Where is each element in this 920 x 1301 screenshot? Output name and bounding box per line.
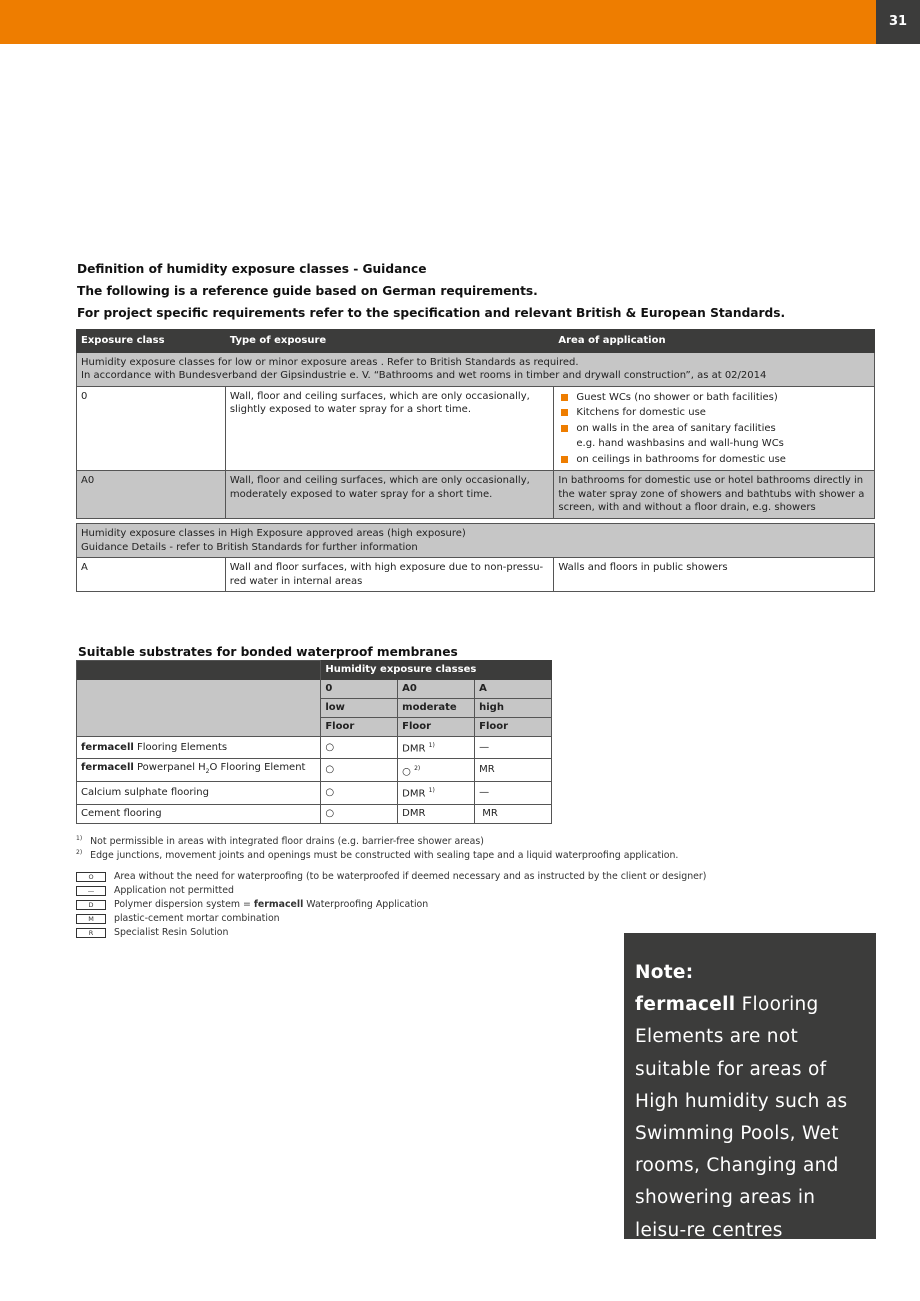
list-item: Kitchens for domestic use xyxy=(558,405,870,421)
value-text: DMR xyxy=(402,743,426,755)
section-low-line1: Humidity exposure classes for low or minor exposure areas . Refer to British Standards as required. xyxy=(81,356,579,368)
section-high-exposure-cell xyxy=(77,524,875,558)
value-cell xyxy=(398,737,475,759)
value-cell xyxy=(398,782,475,804)
list-item: on ceilings in bathrooms for domestic use xyxy=(558,452,870,468)
note-title: Note: xyxy=(635,962,694,983)
legend-text: Polymer dispersion system = xyxy=(114,899,254,910)
value-cell: ○ xyxy=(321,804,398,823)
humidity-classes-header: Humidity exposure classes xyxy=(321,661,552,680)
note-text: Flooring Elements are not suitable for areas of High humidity such as Swimming Pools, Wet rooms, Changing and showering areas in leisu-re centres xyxy=(635,994,848,1241)
value-cell: — xyxy=(475,737,552,759)
substrates-table xyxy=(76,660,552,824)
subscript: 2 xyxy=(205,768,210,776)
legend-text: Specialist Resin Solution xyxy=(114,927,229,938)
class-cell: A0 xyxy=(77,471,226,519)
legend-symbol: D xyxy=(76,900,106,910)
header-type-of-exposure: Type of exposure xyxy=(225,330,554,353)
value-cell: — xyxy=(475,782,552,804)
heading-project: For project specific requirements refer to the specification and relevant British & European Standards. xyxy=(77,306,786,320)
section-low-exposure-cell xyxy=(77,352,875,386)
footnote-ref: 1) xyxy=(428,787,435,795)
value-cell: MR xyxy=(475,759,552,782)
table-row xyxy=(77,804,552,823)
value-text: ○ xyxy=(402,765,411,777)
section-low-exposure xyxy=(77,352,875,386)
area-list xyxy=(558,390,870,468)
legend-text: Application not permitted xyxy=(114,885,234,896)
value-cell: ○ xyxy=(321,759,398,782)
list-item: on walls in the area of sanitary facilities xyxy=(558,421,870,437)
type-cell: Wall, floor and ceiling surfaces, which are only occasionally, slightly exposed to water spray for a short time. xyxy=(225,386,554,471)
substrate-name xyxy=(77,759,321,782)
table-row xyxy=(77,759,552,782)
section-high-line1: Humidity exposure classes in High Exposure approved areas (high exposure) xyxy=(81,528,466,539)
table-row xyxy=(77,471,875,519)
class-cell: 0 xyxy=(77,386,226,471)
class-cell: A xyxy=(77,558,226,592)
legend-item xyxy=(76,912,280,925)
exposure-class-table xyxy=(76,329,875,519)
list-item: Guest WCs (no shower or bath facilities) xyxy=(558,390,870,406)
heading-definition: Definition of humidity exposure classes - Guidance xyxy=(77,262,427,276)
substrate-label: Flooring Elements xyxy=(133,741,228,753)
footnote-mark: 2) xyxy=(76,849,83,856)
header-exposure-class: Exposure class xyxy=(77,330,226,353)
brand-name: fermacell xyxy=(81,762,134,774)
legend-item xyxy=(76,898,428,911)
brand-name: fermacell xyxy=(253,899,304,910)
footnote-text: Not permissible in areas with integrated floor drains (e.g. barrier-free shower areas) xyxy=(90,836,484,848)
legend-item xyxy=(76,870,706,883)
class-header: A0 xyxy=(398,680,475,699)
table-row xyxy=(77,558,875,592)
heading-reference: The following is a reference guide based on German requirements. xyxy=(77,284,538,298)
substrate-name: Calcium sulphate flooring xyxy=(77,782,321,804)
note-box xyxy=(624,933,876,1239)
section-high-exposure xyxy=(77,524,875,558)
substrate-name xyxy=(77,737,321,759)
legend-text: Area without the need for waterproofing (to be waterproofed if deemed necessary and as instructed by the client or designer) xyxy=(114,871,707,882)
value-cell: ○ xyxy=(321,782,398,804)
type-cell: Wall and floor surfaces, with high exposure due to non-pressu-red water in internal areas xyxy=(225,558,554,592)
legend-symbol: M xyxy=(76,914,106,924)
floor-header: Floor xyxy=(398,718,475,737)
substrate-label: Powerpanel H xyxy=(133,762,206,774)
class-header: 0 xyxy=(321,680,398,699)
legend-item xyxy=(76,926,228,939)
legend-symbol: — xyxy=(76,886,106,896)
footnote-text: Edge junctions, movement joints and openings must be constructed with sealing tape and a liquid waterproofing application. xyxy=(90,850,679,862)
header-bar xyxy=(0,0,876,44)
value-text: DMR xyxy=(402,788,426,800)
value-cell xyxy=(398,759,475,782)
type-cell: Wall, floor and ceiling surfaces, which are only occasionally, moderately exposed to water spray for a short time. xyxy=(225,471,554,519)
level-header: low xyxy=(321,699,398,718)
footnote-ref: 1) xyxy=(428,742,435,749)
footnote-ref: 2) xyxy=(414,764,421,772)
legend-item xyxy=(76,884,234,897)
table-header-row xyxy=(77,330,875,353)
list-item: e.g. hand washbasins and wall-hung WCs xyxy=(576,438,784,449)
high-exposure-table xyxy=(76,523,875,592)
table-row xyxy=(77,782,552,804)
level-header: moderate xyxy=(398,699,475,718)
value-cell: ○ xyxy=(321,737,398,759)
footnote-1 xyxy=(76,835,484,847)
section-low-line2: In accordance with Bundesverband der Gipsindustrie e. V. “Bathrooms and wet rooms in timber and drywall construction”, as at 02/2014 xyxy=(81,370,767,381)
table-row xyxy=(77,737,552,759)
area-cell: Walls and floors in public showers xyxy=(554,558,875,592)
floor-header: Floor xyxy=(475,718,552,737)
substrate-name: Cement flooring xyxy=(77,804,321,823)
level-header: high xyxy=(475,699,552,718)
legend-symbol: O xyxy=(76,872,106,882)
legend-text-rest: Waterproofing Application xyxy=(303,899,429,910)
area-cell xyxy=(554,386,875,471)
page-number: 31 xyxy=(876,0,920,44)
value-cell: DMR xyxy=(398,804,475,823)
footnote-2 xyxy=(76,849,678,861)
class-header: A xyxy=(475,680,552,699)
legend-symbol: R xyxy=(76,928,106,938)
footnote-mark: 1) xyxy=(76,835,83,842)
floor-header: Floor xyxy=(321,718,398,737)
note-brand: fermacell xyxy=(635,994,736,1016)
substrate-label-rest: O Flooring Element xyxy=(209,762,306,774)
legend-text: plastic-cement mortar combination xyxy=(114,913,280,924)
brand-name: fermacell xyxy=(81,741,134,753)
substrates-title: Suitable substrates for bonded waterproof membranes xyxy=(78,645,458,659)
area-cell: In bathrooms for domestic use or hotel bathrooms directly in the water spray zone of showers and bathtubs with shower a screen, with and without a floor drain, e.g. showers xyxy=(554,471,875,519)
section-high-line2: Guidance Details - refer to British Standards for further information xyxy=(81,541,418,553)
value-cell: MR xyxy=(475,804,552,823)
substrates-header-row xyxy=(77,661,552,680)
substrates-corner xyxy=(77,661,321,737)
table-row xyxy=(77,386,875,471)
header-area-of-application: Area of application xyxy=(554,330,875,353)
